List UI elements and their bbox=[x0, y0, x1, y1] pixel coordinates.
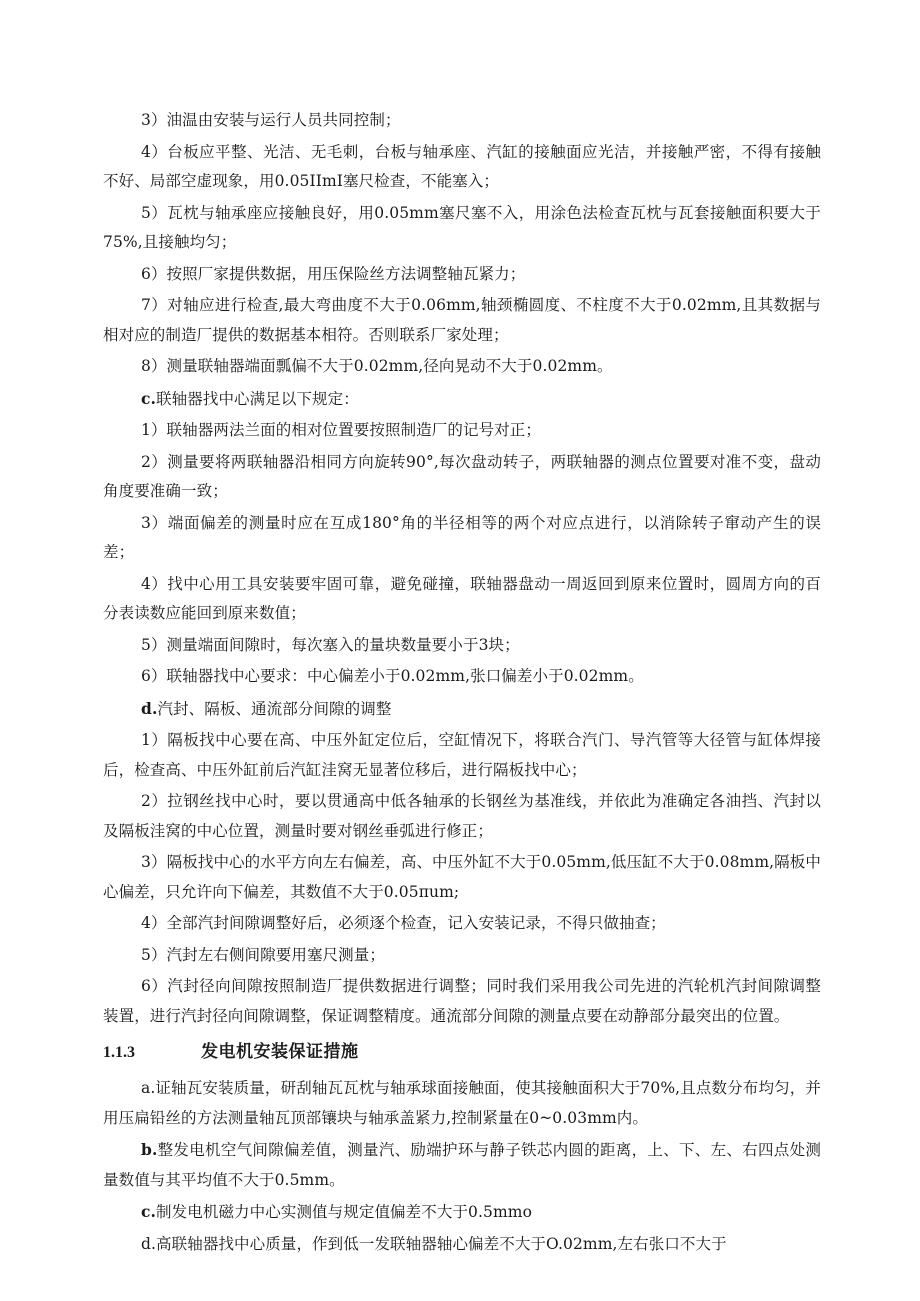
paragraph-text: a.证轴瓦安装质量，研刮轴瓦瓦枕与轴承球面接触面，使其接触面积大于70%,且点数分布均匀，并用压扁铅丝的方法测量轴瓦顶部镶块与轴承盖紧力,控制紧量在0~0.03mm内。 bbox=[103, 1079, 821, 1127]
paragraph-text: 4）台板应平整、光洁、无毛刺，台板与轴承座、汽缸的接触面应光洁，并接触严密，不得有接触不好、局部空虚现象，用0.05IImI塞尺检查，不能塞入； bbox=[103, 142, 821, 190]
paragraph bbox=[103, 570, 821, 629]
paragraph-text: 5）测量端面间隙时，每次塞入的量块数量要小于3块； bbox=[141, 635, 520, 654]
paragraph bbox=[103, 631, 821, 661]
paragraph bbox=[103, 138, 821, 197]
paragraph-text: 6）按照厂家提供数据，用压保险丝方法调整轴瓦紧力； bbox=[141, 264, 526, 283]
paragraph-lead: b. bbox=[141, 1140, 158, 1159]
paragraph bbox=[103, 448, 821, 507]
paragraph-lead: c. bbox=[141, 1202, 157, 1221]
paragraph-text: 6）联轴器找中心要求：中心偏差小于0.02mm,张口偏差小于0.02mm。 bbox=[141, 667, 644, 685]
section-heading bbox=[103, 1037, 821, 1062]
paragraph-text: 3）端面偏差的测量时应在互成180°角的半径相等的两个对应点进行，以消除转子窜动产生的误差； bbox=[103, 513, 821, 561]
paragraph bbox=[103, 848, 821, 907]
paragraph-text: 2）拉钢丝找中心时，要以贯通高中低各轴承的长钢丝为基准线，并依此为准确定各油挡、汽封以及隔板洼窝的中心位置，测量时要对钢丝垂弧进行修正； bbox=[103, 792, 821, 840]
paragraph bbox=[103, 1230, 821, 1260]
paragraph-text: 6）汽封径向间隙按照制造厂提供数据进行调整；同时我们采用我公司先进的汽轮机汽封间隙调整装置，进行汽封径向间隙调整，保证调整精度。通流部分间隙的测量点要在动静部分最突出的位置。 bbox=[103, 977, 821, 1025]
paragraph-lead: c. bbox=[141, 388, 157, 408]
generator-measures-list bbox=[103, 1074, 821, 1259]
paragraph-text: 5）汽封左右侧间隙要用塞尺测量； bbox=[141, 945, 385, 964]
paragraph bbox=[103, 1135, 821, 1195]
section-number: 1.1.3 bbox=[103, 1044, 135, 1061]
paragraph bbox=[103, 416, 821, 446]
paragraph-text: d.高联轴器找中心质量，作到低一发联轴器轴心偏差不大于O.02mm,左右张口不大于 bbox=[141, 1234, 727, 1253]
paragraph-text: 4）找中心用工具安装要牢固可靠，避免碰撞，联轴器盘动一周返回到原来位置时，圆周方向的百分表读数应能回到原来数值； bbox=[103, 574, 821, 622]
paragraph-text: 联轴器找中心满足以下规定： bbox=[156, 389, 359, 408]
paragraph bbox=[103, 1074, 821, 1133]
paragraph bbox=[103, 1197, 821, 1228]
paragraph bbox=[103, 509, 821, 568]
paragraph bbox=[103, 384, 821, 415]
paragraph-text: 3）油温由安装与运行人员共同控制； bbox=[141, 111, 401, 129]
paragraph bbox=[103, 291, 821, 350]
installation-requirements-list bbox=[103, 106, 821, 1031]
paragraph-text: 1）隔板找中心要在高、中压外缸定位后，空缸情况下，将联合汽门、导汽管等大径管与缸体焊接后，检查高、中压外缸前后汽缸洼窝无显著位移后，进行隔板找中心； bbox=[103, 731, 821, 779]
paragraph-text: 8）测量联轴器端面瓢偏不大于0.02mm,径向晃动不大于0.02mm。 bbox=[141, 357, 613, 375]
paragraph bbox=[103, 199, 821, 258]
paragraph-text: 1）联轴器两法兰面的相对位置要按照制造厂的记号对正； bbox=[141, 421, 541, 439]
paragraph bbox=[103, 909, 821, 939]
paragraph-text: 汽封、隔板、通流部分间隙的调整 bbox=[157, 699, 392, 718]
paragraph-text: 制发电机磁力中心实测值与规定值偏差不大于0.5mmo bbox=[156, 1203, 533, 1221]
paragraph-text: 5）瓦枕与轴承座应接触良好，用0.05mm塞尺塞不入，用涂色法检查瓦枕与瓦套接触面积要大于75%,且接触均匀； bbox=[103, 203, 821, 251]
paragraph-text: 4）全部汽封间隙调整好后，必须逐个检查，记入安装记录，不得只做抽查； bbox=[141, 914, 666, 932]
paragraph bbox=[103, 941, 821, 971]
document-body bbox=[103, 106, 821, 1261]
paragraph bbox=[103, 662, 821, 692]
paragraph-lead: d. bbox=[141, 698, 158, 718]
paragraph bbox=[103, 972, 821, 1031]
paragraph bbox=[103, 787, 821, 846]
paragraph bbox=[103, 726, 821, 785]
paragraph bbox=[103, 106, 821, 136]
paragraph-text: 2）测量要将两联轴器沿相同方向旋转90°,每次盘动转子，两联轴器的测点位置要对准不变，盘动角度要准确一致； bbox=[103, 452, 821, 500]
paragraph-text: 7）对轴应进行检查,最大弯曲度不大于0.06mm,轴颈椭圆度、不柱度不大于0.02mm,且其数据与相对应的制造厂提供的数据基本相符。否则联系厂家处理； bbox=[103, 296, 821, 344]
paragraph bbox=[103, 352, 821, 382]
paragraph-text: 3）隔板找中心的水平方向左右偏差，高、中压外缸不大于0.05mm,低压缸不大于0.08mm,隔板中心偏差，只允许向下偏差，其数值不大于0.05πum; bbox=[103, 853, 821, 901]
paragraph bbox=[103, 694, 821, 725]
section-title: 发电机安装保证措施 bbox=[201, 1042, 359, 1062]
paragraph bbox=[103, 260, 821, 290]
paragraph-text: 整发电机空气间隙偏差值，测量汽、励端护环与静子铁芯内圆的距离，上、下、左、右四点处测量数值与其平均值不大于0.5mm。 bbox=[103, 1141, 821, 1189]
